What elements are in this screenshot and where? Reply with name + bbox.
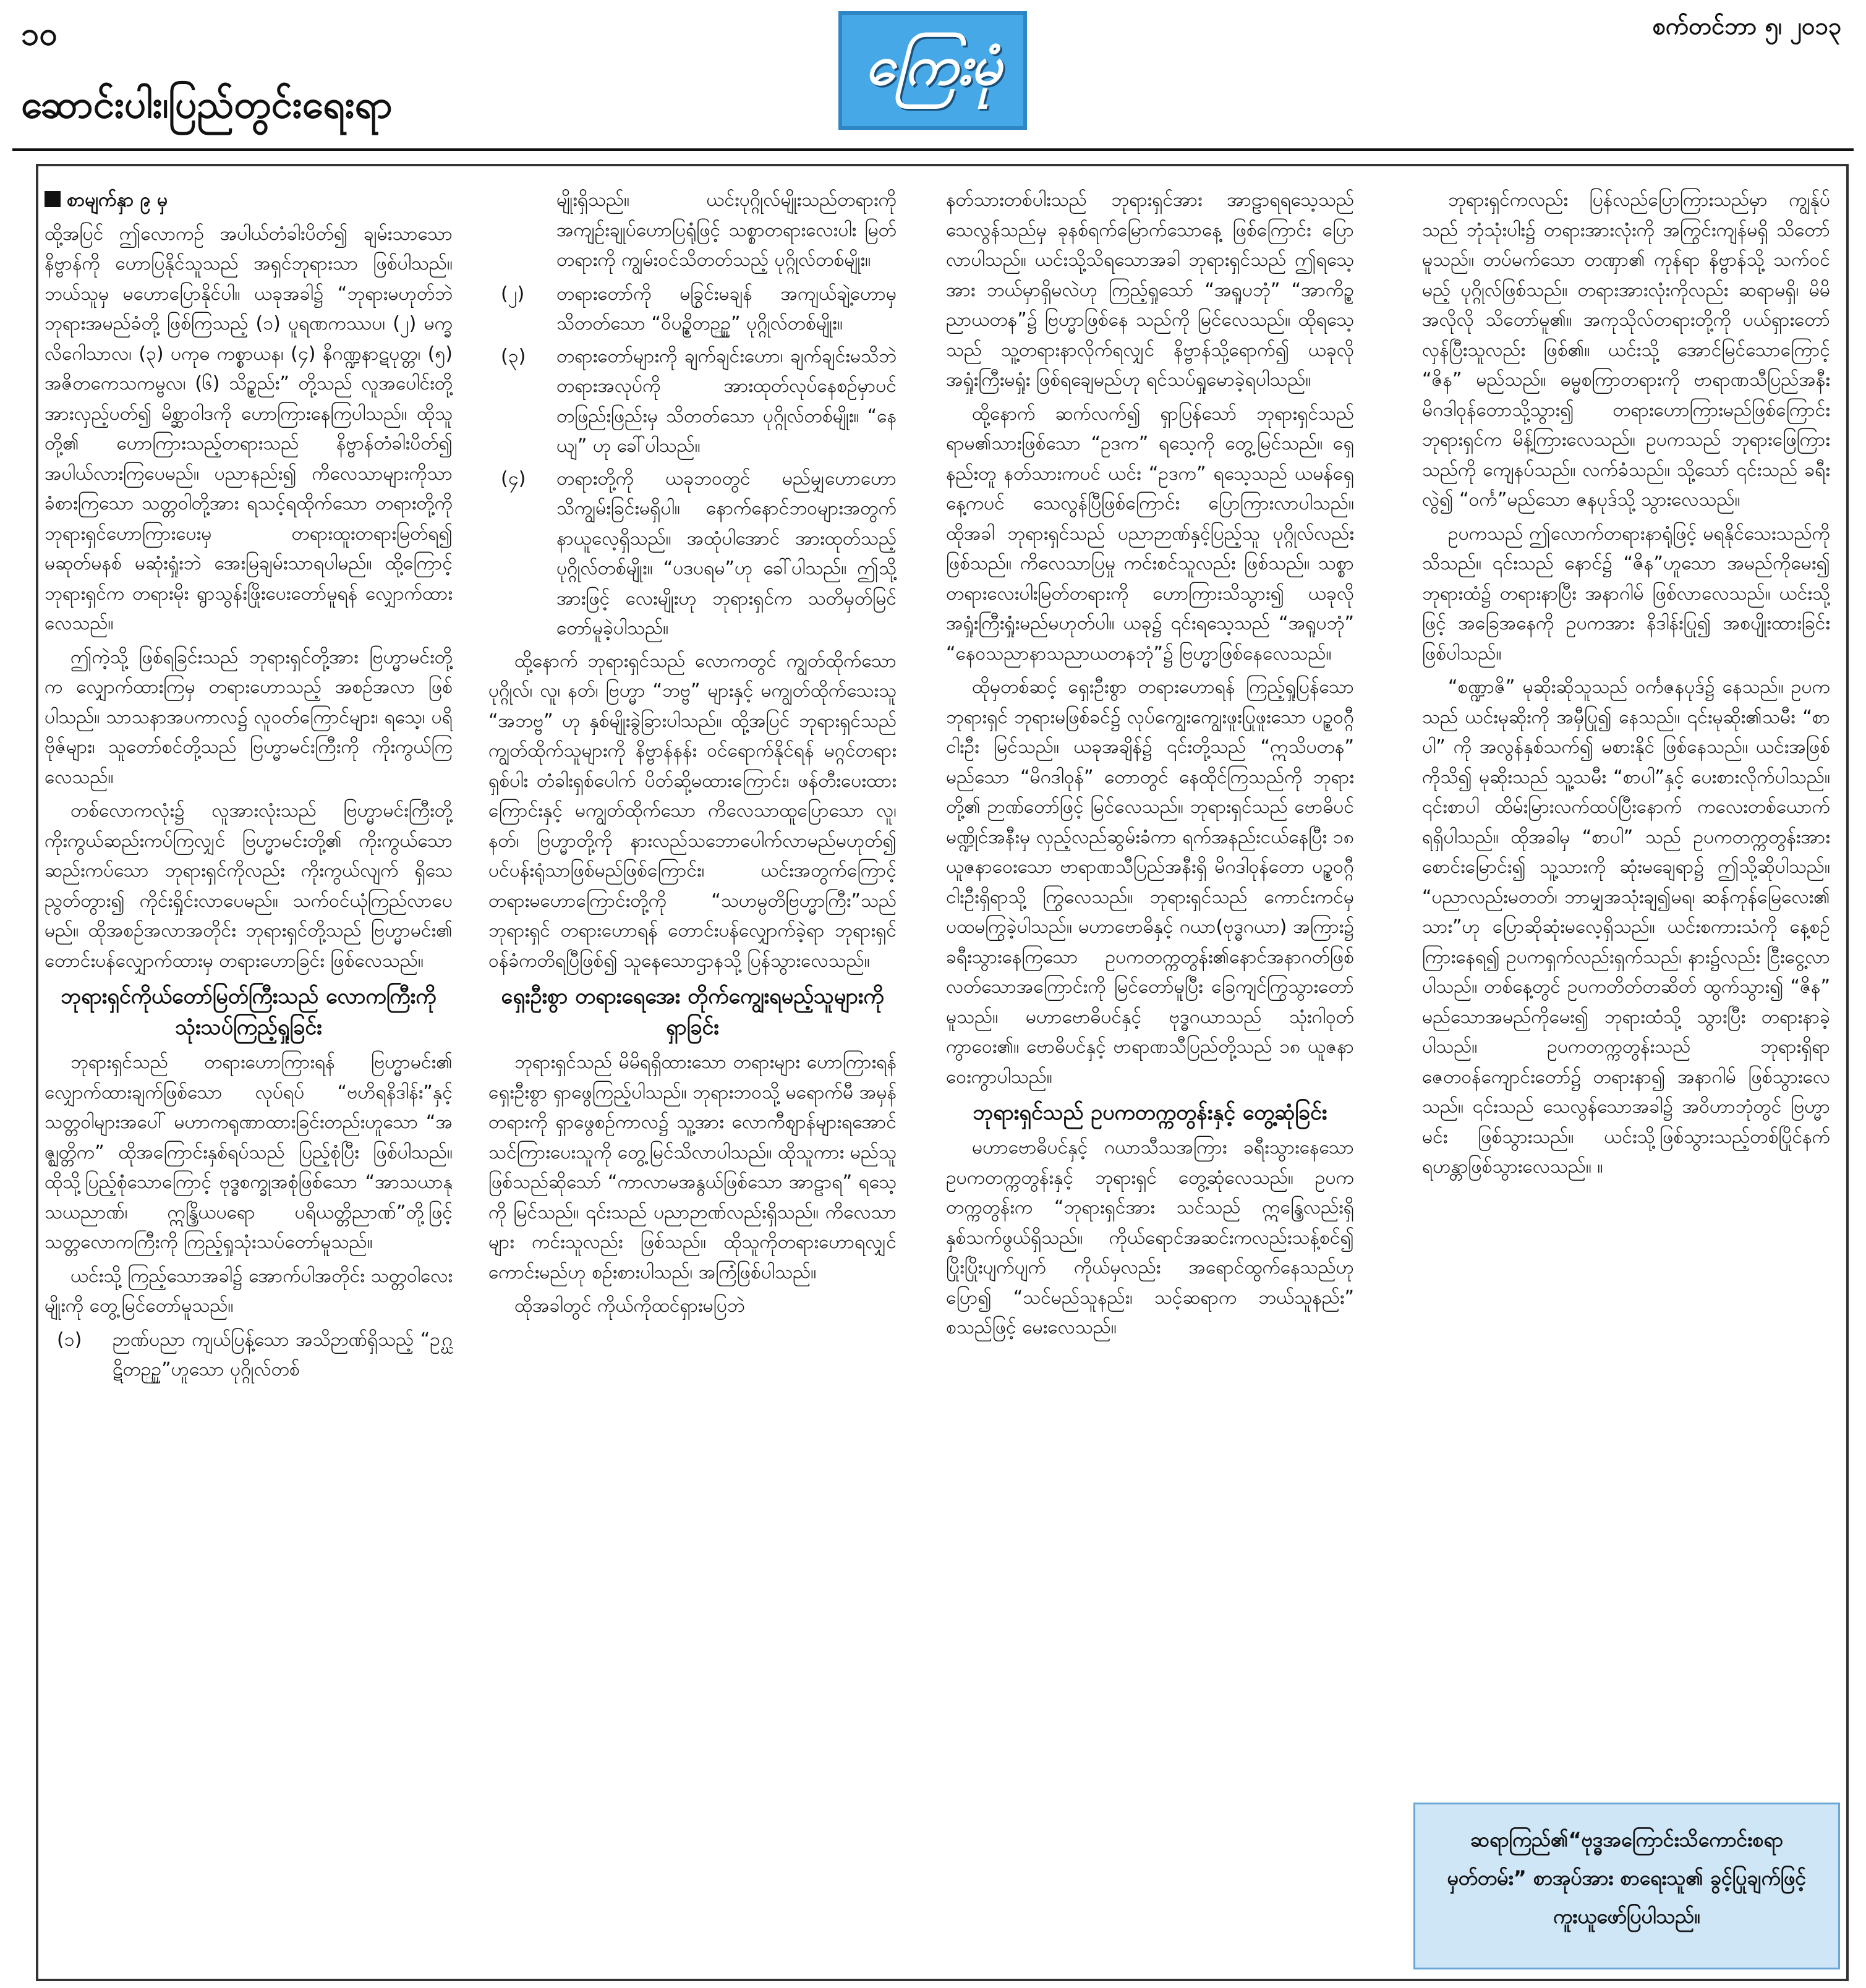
paragraph: ဥပကသည် ဤလောက်တရားနာရုံဖြင့် မရနိုင်သေးသည်ကို သိသည်။ ၎င်းသည် နောင်၌ “ဇိန”ဟူသော အမည်ကိုမေး၍ ဘုရားထံ၌ တရားနာပြီး အနာဂါမ် ဖြစ်လာလေသည်။ ယင်းသို့ဖြင့် အခြေအနေကို ဥပကအား နိဒါန်းပြု၍ အစပျိုးထားခြင်း ဖြစ်ပါသည်။ — [1422, 522, 1830, 665]
list-item — [488, 279, 897, 339]
subheading: ဘုရားရှင်သည် ဥပကတက္ကတွန်းနှင့် တွေ့ဆုံခြင်း — [973, 1100, 1327, 1125]
paragraph: ဘုရားရှင်ကလည်း ပြန်လည်ပြောကြားသည်မှာ ကျွန်ုပ်သည် ဘုံသုံးပါး၌ တရားအားလုံးကို အကြွင်းကျန်မရှိ သိတော်မူသည်။ တပ်မက်သော တဏှာ၏ ကုန်ရာ နိဗ္ဗာန်သို့ သက်ဝင်မည့် ပုဂ္ဂိုလ်ဖြစ်သည်။ တရားအားလုံးကိုလည်း ဆရာမရှိ၊ မိမိအလိုလို သိတော်မူ၏။ အကုသိုလ်တရားတို့ကို ပယ်ရှားတော်လှန်ပြီးသူလည်း ဖြစ်၏။ ယင်းသို့ အောင်မြင်သောကြောင့် “ဇိန” မည်သည်။ ဓမ္မစကြာတရားကို ဗာရာဏသီပြည်အနီး မိဂဒါဝုန်တောသို့သွား၍ တရားဟောကြားမည်ဖြစ်ကြောင်း ဘုရားရှင်က မိန့်ကြားလေသည်။ ဥပကသည် ဘုရားဖြေကြားသည်ကို ကျေနပ်သည်။ လက်ခံသည်။ သို့သော် ၎င်းသည် ခရီးလွဲ၍ “ဝင်္က”မည်သော ဇနပုဒ်သို့ သွားလေသည်။ — [1422, 189, 1830, 511]
paragraph: ဤကဲ့သို့ ဖြစ်ရခြင်းသည် ဘုရားရှင်တို့အား ဗြဟ္မာမင်းတို့က လျှောက်ထားကြမှ တရားဟောသည့် အစဉ်အလာ ဖြစ်ပါသည်။ သာသနာအပကာလ၌ လူဝတ်ကြောင်များ၊ ရသေ့၊ ပရိဗိုဇ်များ၊ သူတော်စင်တို့သည် ဗြဟ္မာမင်းကြီးကို ကိုးကွယ်ကြလေသည်။ — [45, 646, 453, 788]
paragraph: ဘုရားရှင်သည် မိမိရရှိထားသော တရားများ ဟောကြားရန် ရှေးဦးစွာ ရှာဖွေကြည့်ပါသည်။ ဘုရားဘဝသို့ မရောက်မီ အမှန်တရားကို ရှာဖွေစဉ်ကာလ၌ သူ့အား လောကီစျာန်များရအောင် သင်ကြားပေးသူကို တွေ့မြင်သိလာပါသည်။ ထိုသူကား မည်သူဖြစ်သည်ဆိုသော် “ကာလာမအနွယ်ဖြစ်သော အာဠာရ” ရသေ့ကို မြင်သည်။ ၎င်းသည် ပညာဉာဏ်လည်းရှိသည်။ ကိလေသာများ ကင်းသူလည်း ဖြစ်သည်။ ထိုသူကိုတရားဟောရလျှင် ကောင်းမည်ဟု စဉ်းစားပါသည်၊ အကြံဖြစ်ပါသည်။ — [488, 1051, 897, 1283]
header-rule — [12, 148, 1854, 151]
list-item-text: ဉာဏ်ပညာ ကျယ်ပြန့်သော အသိဉာဏ်ရှိသည့် “ဥဂ္ဃဋိတဉ္ဉူ”ဟူသော ပုဂ္ဂိုလ်တစ် — [113, 1328, 453, 1380]
paragraph: နတ်သားတစ်ပါးသည် ဘုရားရှင်အား အာဠာရရသေ့သည်သေလွန်သည်မှ ခုနစ်ရက်မြောက်သောနေ့ ဖြစ်ကြောင်း ပြောလာပါသည်။ ယင်းသို့သိရသောအခါ ဘုရားရှင်သည် ဤရသေ့အား ဘယ်မှာရှိမလဲဟု ကြည့်ရှုသော် “အရူပဘုံ” “အာကိဉ္စညာယတန”၌ ဗြဟ္မာဖြစ်နေ သည်ကို မြင်လေသည်။ ထိုရသေ့သည် သူ့တရားနာလိုက်ရလျှင် နိဗ္ဗာန်သို့ရောက်၍ ယခုလို အရှုံးကြီးမရှုံး ဖြစ်ရချေမည်ဟု ရင်သပ်ရှုမောခဲ့ရပါသည်။ — [946, 189, 1354, 391]
list-item-number: (၁) — [57, 1328, 82, 1351]
subheading: ရှေးဦးစွာ တရားရေအေး တိုက်ကျွေးရမည့်သူများကို ရှာခြင်း — [501, 984, 884, 1040]
subheading: ဘုရားရှင်ကိုယ်တော်မြတ်ကြီးသည် လောကကြီးကို သုံးသပ်ကြည့်ရှုခြင်း — [61, 984, 437, 1040]
paragraph: ထိုမှတစ်ဆင့် ရှေးဦးစွာ တရားဟောရန် ကြည့်ရှုပြန်သော ဘုရားရှင် ဘုရားမဖြစ်ခင်၌ လုပ်ကျွေးကျွေးဖူးပြုဖူးသော ပဉ္စဝဂ္ဂီငါးဦး မြင်သည်။ ယခုအချိန်၌ ၎င်းတို့သည် “ဣသိပတန” မည်သော “မိဂဒါဝုန်” တောတွင် နေထိုင်ကြသည်ကို ဘုရားတို့၏ ဉာဏ်တော်ဖြင့် မြင်လေသည်။ ဘုရားရှင်သည် ဗောဓိပင်မဏ္ဍိုင်အနီးမှ လှည့်လည်ဆွမ်းခံကာ ရက်အနည်းငယ်နေပြီး ၁၈ ယူဇနာဝေးသော ဗာရာဏသီပြည်အနီးရှိ မိဂဒါဝုန်တော ပဉ္စဝဂ္ဂီငါးဦးရှိရာသို့ ကြွလေသည်။ ဘုရားရှင်သည် ကောင်းကင်မှ ပထမကြွခဲ့ပါသည်။ မဟာဗောဓိနှင့် ဂယာ(ဗုဒ္ဓဂယာ) အကြား၌ ခရီးသွားနေကြသော ဥပကတက္ကတွန်း၏နောင်အနာဂတ်ဖြစ်လတ်သောအကြောင်းကို မြင်တော်မူပြီး ခြေကျင်ကြွသွားတော်မူသည်။ မဟာဗောဓိပင်နှင့် ဗုဒ္ဓဂယာသည် သုံးဂါဝုတ်ကွာဝေး၏။ ဗောဓိပင်နှင့် ဗာရာဏသီပြည်တို့သည် ၁၈ ယူဇနာ ဝေးကွာပါသည်။ — [946, 676, 1354, 1088]
paragraph: ထို့အပြင် ဤလောကဥ် အပါယ်တံခါးပိတ်၍ ချမ်းသာသော နိဗ္ဗာန်ကို ဟောပြနိုင်သူသည် အရှင်ဘုရားသာ ဖြစ်ပါသည်။ ဘယ်သူမှ မဟောပြောနိုင်ပါ။ ယခုအခါ၌ “ဘုရားမဟုတ်ဘဲ ဘုရားအမည်ခံတို့ ဖြစ်ကြသည့် (၁) ပူရဏကဿပ၊ (၂) မက္ခလိဂေါသာလ၊ (၃) ပကုဓ ကစ္စာယန၊ (၄) နိဂဏ္ဍနာဋပုတ္တ၊ (၅) အဇိတကေသကမ္ဗလ၊ (၆) သိဥ္စည်း” တို့သည် လူအပေါင်းတို့အားလှည့်ပတ်၍ မိစ္ဆာဝါဒကို ဟောကြားနေကြပါသည်။ ထိုသူတို့၏ ဟောကြားသည့်တရားသည် နိဗ္ဗာန်တံခါးပိတ်၍ အပါယ်လားကြပေမည်။ ပညာနည်း၍ ကိလေသာများကိုသာ ခံစားကြသော သတ္တဝါတို့အား ရသင့်ရထိုက်သော တရားတို့ကို ဘုရားရှင်ဟောကြားပေးမှ တရားထူးတရားမြတ်ရ၍ မဆုတ်မနစ် မဆုံးရှုံးဘဲ အေးမြချမ်းသာရပါမည်။ ထို့ကြောင့် ဘုရားရှင်က တရားမိုး ရွာသွန်းဖြိုးပေးတော်မူရန် လျှောက်ထားလေသည်။ — [45, 223, 453, 634]
square-bullet-icon — [45, 191, 61, 207]
paragraph: ထို့နောက် ဘုရားရှင်သည် လောကတွင် ကျွတ်ထိုက်သော ပုဂ္ဂိုလ်၊ လူ၊ နတ်၊ ဗြဟ္မာ “ဘဗ္ဗ” များနှင့် မကျွတ်ထိုက်သေးသူ “အဘဗ္ဗ” ဟု နှစ်မျိုးခွဲခြားပါသည်။ ထို့အပြင် ဘုရားရှင်သည် ကျွတ်ထိုက်သူများကို နိဗ္ဗာန်နန်း ဝင်ရောက်နိုင်ရန် မဂ္ဂင်တရားရှစ်ပါး တံခါးရှစ်ပေါက် ပိတ်ဆို့မထားကြောင်း၊ ဖန်တီးပေးထားကြောင်းနှင့် မကျွတ်ထိုက်သော ကိလေသာထူပြောသော လူ၊ နတ်၊ ဗြဟ္မာတို့ကို နားလည်သဘောပေါက်လာမည်မဟုတ်၍ ပင်ပန်းရုံသာဖြစ်မည်ဖြစ်ကြောင်း၊ ယင်းအတွက်ကြောင့် တရားမဟောကြောင်းတို့ကို “သဟမ္ပတိဗြဟ္မာကြီး”သည် ဘုရားရှင် တရားဟောရန် တောင်းပန်လျှောက်ခဲ့ရာ ဘုရားရှင် ဝန်ခံကတိရပြီဖြစ်၍ သူနေသောဌာနသို့ ပြန်သွားလေသည်။ — [488, 650, 897, 972]
list-item-text: တရားတော်ကို မခြွင်းမချန် အကျယ်ချဲ့ဟောမှ သိတတ်သော “ဝိပဉ္စိတဉ္ဉူ” ပုဂ္ဂိုလ်တစ်မျိုး။ — [556, 282, 897, 334]
paragraph: “စဏ္ဍာဇိ” မုဆိုးဆိုသူသည် ဝင်္ကဇနပုဒ်၌ နေသည်။ ဥပကသည် ယင်းမုဆိုးကို အမှီပြု၍ နေသည်။ ၎င်းမုဆိုး၏သမီး “စာပါ” ကို အလွန်နှစ်သက်၍ မစားနိုင် ဖြစ်နေသည်။ ယင်းအဖြစ်ကိုသိ၍ မုဆိုးသည် သူ့သမီး “စာပါ”နှင့် ပေးစားလိုက်ပါသည်။ ၎င်းစာပါ ထိမ်းမြားလက်ထပ်ပြီးနောက် ကလေးတစ်ယောက် ရရှိပါသည်။ ထိုအခါမှ “စာပါ” သည် ဥပကတက္ကတွန်းအား စောင်းမြောင်း၍ သူ့သားကို ဆုံးမချေရာ၌ ဤသို့ဆိုပါသည်။ “ပညာလည်းမတတ်၊ ဘာမျှအသုံးချ၍မရ၊ ဆန်ကုန်မြေလေး၏ သား”ဟု ပြောဆိုဆုံးမလေ့ရှိသည်။ ယင်းစကားသံကို နေ့စဉ်ကြားနေရ၍ ဥပကရှက်လည်းရှက်သည်၊ နား၌လည်း ငြီးငွေ့လာပါသည်။ တစ်နေ့တွင် ဥပကတိတ်တဆိတ် ထွက်သွား၍ “ဇိန” မည်သောအမည်ကိုမေး၍ ဘုရားထံသို့ သွားပြီး တရားနာခဲ့ပါသည်။ ဥပကတက္ကတွန်းသည် ဘုရားရှိရာ ဇေတဝန်ကျောင်းတော်၌ တရားနာ၍ အနာဂါမ် ဖြစ်သွားလေသည်။ ၎င်းသည် သေလွန်သောအခါ၌ အဝိဟာဘုံတွင် ဗြဟ္မာမင်း ဖြစ်သွားသည်။ ယင်းသို့ဖြစ်သွားသည့်တစ်ပြိုင်နက် ရဟန္တာဖြစ်သွားလေသည်။ ။ — [1422, 676, 1830, 1178]
paragraph: ယင်းသို့ ကြည့်သောအခါ၌ အောက်ပါအတိုင်း သတ္တဝါလေးမျိုးကို တွေ့မြင်တော်မူသည်။ — [45, 1265, 453, 1317]
paragraph: မျိုးရှိသည်။ ယင်းပုဂ္ဂိုလ်မျိုးသည်တရားကို အကျဉ်းချုပ်ဟောပြရုံဖြင့် သစ္စာတရားလေးပါး မြတ်တရားကို ကျွမ်းဝင်သိတတ်သည့် ပုဂ္ဂိုလ်တစ်မျိုး။ — [556, 189, 897, 271]
article-column-3 — [946, 185, 1354, 1347]
article-column-4 — [1422, 185, 1830, 1786]
list-item-number: (၄) — [501, 467, 526, 490]
article-column-2 — [488, 185, 897, 1325]
continued-from: စာမျက်နှာ ၉ မှ — [45, 185, 453, 216]
paragraph: ထိုအခါတွင် ကိုယ်ကိုထင်ရှားမပြဘဲ — [514, 1295, 745, 1317]
paragraph: မဟာဗောဓိပင်နှင့် ဂယာသီသအကြား ခရီးသွားနေသော ဥပကတက္ကတွန်းနှင့် ဘုရားရှင် တွေ့ဆုံလေသည်။ ဥပကတက္ကတွန်းက “ဘုရားရှင်အား သင်သည် ဣန္ဒြေလည်းရှိ နှစ်သက်ဖွယ်ရှိသည်။ ကိုယ်ရောင်အဆင်းကလည်းသန့်စင်၍ ပြိုးပြိုးပျက်ပျက် ကိုယ်မှလည်း အရောင်ထွက်နေသည်ဟုပြော၍ “သင်မည်သူနည်း၊ သင့်ဆရာက ဘယ်သူနည်း” စသည်ဖြင့် မေးလေသည်။ — [946, 1137, 1354, 1338]
section-title: ဆောင်းပါး၊ပြည်တွင်းရေးရာ — [21, 82, 393, 127]
paragraph: တစ်လောကလုံး၌ လူအားလုံးသည် ဗြဟ္မာမင်းကြီးတို့ ကိုးကွယ်ဆည်းကပ်ကြလျှင် ဗြဟ္မာမင်းတို့၏ ကိုးကွယ်သော ဆည်းကပ်သော ဘုရားရှင်ကိုလည်း ကိုးကွယ်လျက် ရှိသေညွတ်တွား၍ ကိုင်းရှိုင်းလာပေမည်။ သက်ဝင်ယုံကြည်လာပေမည်။ ထိုအစဉ်အလာအတိုင်း ဘုရားရှင်တို့သည် ဗြဟ္မာမင်း၏ တောင်းပန်လျှောက်ထားမှ တရားဟောခြင်း ဖြစ်လေသည်။ — [45, 800, 453, 972]
paragraph: ထို့နောက် ဆက်လက်၍ ရှာပြန်သော် ဘုရားရှင်သည် ရာမ၏သားဖြစ်သော “ဥဒက” ရသေ့ကို တွေ့မြင်သည်။ ရှေ့နည်းတူ နတ်သားကပင် ယင်း “ဥဒက” ရသေ့သည် ယမန်ရှေ့နေ့ကပင် သေလွန်ပြီဖြစ်ကြောင်း ပြောကြားလာပါသည်။ ထိုအခါ ဘုရားရှင်သည် ပညာဉာဏ်နှင့်ပြည့်သူ ပုဂ္ဂိုလ်လည်း ဖြစ်သည်။ ကိလေသာပြမှု ကင်းစင်သူလည်း ဖြစ်သည်။ သစ္စာတရားလေးပါးမြတ်တရားကို ဟောကြားသိသွား၍ ယခုလို အရှုံးကြီးရှုံးမည်မဟုတ်ပါ။ ယခု၌ ၎င်းရသေ့သည် “အရူပဘုံ” “နေဝသညာနာသညာယတနဘုံ”၌ ဗြဟ္မာဖြစ်နေလေသည်။ — [946, 402, 1354, 665]
list-item-text: တရားတို့ကို ယခုဘဝတွင် မည်မျှဟောဟော သိကျွမ်းခြင်းမရှိပါ။ နောက်နောင်ဘဝများအတွက် နာယူလေ့ရှိသည်။ အထုံပါအောင် အားထုတ်သည့် ပုဂ္ဂိုလ်တစ်မျိုး။ “ပဒပရမ”ဟု ခေါ်ပါသည်။ ဤသို့အားဖြင့် လေးမျိုးဟု ဘုရားရှင်က သတိမှတ်မြင်တော်မူခဲ့ပါသည်။ — [556, 467, 897, 639]
list-item-number: (၃) — [501, 345, 526, 367]
source-credit-box: ဆရာကြည်၏“ဗုဒ္ဓအကြောင်းသိကောင်းစရာမှတ်တမ်း” စာအုပ်အား စာရေးသူ၏ ခွင့်ပြုချက်ဖြင့် ကူးယူဖော်ပြပါသည်။ — [1413, 1803, 1840, 1969]
masthead-logo — [838, 11, 1027, 130]
list-item-text: တရားတော်များကို ချက်ချင်းဟော၊ ချက်ချင်းမသိဘဲ တရားအလုပ်ကို အားထုတ်လုပ်နေစဉ်မှာပင် တဖြည်းဖြည်းမှ သိတတ်သော ပုဂ္ဂိုလ်တစ်မျိုး။ “နေယျ” ဟု ခေါ်ပါသည်။ — [556, 345, 897, 457]
list-item — [45, 1325, 453, 1385]
article-column-1 — [45, 185, 453, 1388]
page-number: ၁၀ — [21, 15, 58, 53]
paragraph: ဘုရားရှင်သည် တရားဟောကြားရန် ဗြဟ္မာမင်း၏ လျှောက်ထားချက်ဖြစ်သော လုပ်ရပ် “ဗဟိရနိဒါန်း”နှင့် သတ္တဝါများအပေါ် မဟာကရုဏာထားခြင်းတည်းဟူသော “အဇ္ဈတ္တိက” ထိုအကြောင်းနှစ်ရပ်သည် ပြည့်စုံပြီး ဖြစ်ပါသည်။ ထိုသို့ပြည့်စုံသောကြောင့် ဗုဒ္ဓစက္ခုအစုံဖြစ်သော “အာသယာနုသယညာဏ်၊ ဣန္ဒြိယပရော ပရိယတ္တိညာဏ်”တို့ဖြင့် သတ္တလောကကြီးကို ကြည့်ရှုသုံးသပ်တော်မူသည်။ — [45, 1051, 453, 1253]
masthead-text: ကြေးမုံ — [864, 33, 1000, 97]
issue-date: စက်တင်ဘာ ၅၊ ၂၀၁၃ — [1652, 12, 1841, 40]
list-item — [488, 342, 897, 462]
list-item-number: (၂) — [501, 282, 525, 305]
list-item — [488, 464, 897, 644]
